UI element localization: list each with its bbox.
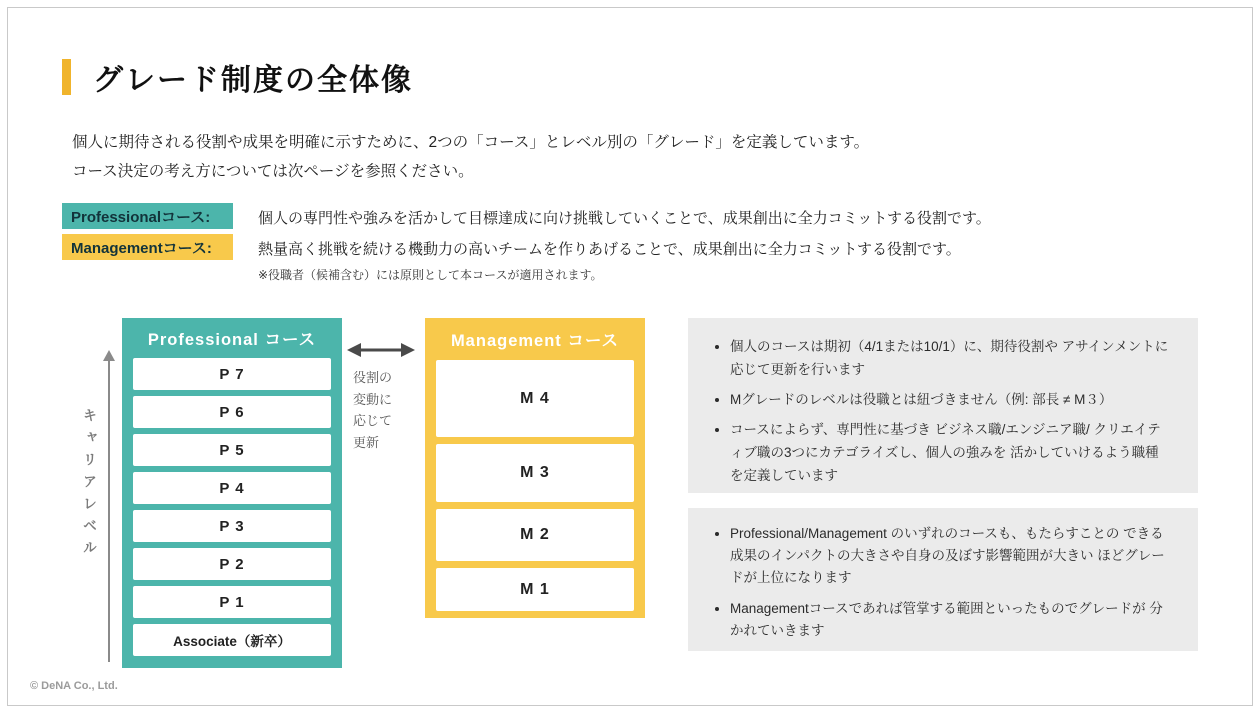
level-box-p4: P 4: [133, 472, 331, 504]
level-box-m1: M 1: [436, 568, 634, 611]
professional-course-label: Professionalコース:: [62, 203, 233, 229]
management-course-description: 熱量高く挑戦を続ける機動力の高いチームを作りあげることで、成果創出に全力コミットする役割です。: [258, 241, 961, 258]
notes-box-course-rules: [688, 318, 1198, 493]
management-column-header: Management コース: [450, 332, 620, 350]
management-level-boxes: [425, 360, 645, 611]
level-box-p1: P 1: [133, 586, 331, 618]
note-bullet: • 個人のコースは期初（4/1または10/1）に、期待役割や アサインメントに応じて更新を行います: [730, 335, 1172, 381]
management-course-label: Managementコース:: [62, 234, 233, 260]
notes-box-grade-rules: [688, 508, 1198, 651]
note-bullet: • Managementコースであれば管掌する範囲といったものでグレードが 分かれていきます: [730, 598, 1172, 642]
level-box-m2: M 2: [436, 509, 634, 561]
professional-column-header: Professional コース: [147, 331, 317, 349]
professional-course-description: 個人の専門性や強みを活かして目標達成に向け挑戦していくことで、成果創出に全力コミットする役割です。: [258, 210, 991, 227]
professional-level-boxes: [122, 358, 342, 656]
management-course-note: ※役職者（候補含む）には原則として本コースが適用されます。: [258, 268, 603, 282]
axis-line: [108, 360, 110, 662]
level-box-p3: P 3: [133, 510, 331, 542]
arrow-note: 役割の変動に応じて更新: [353, 370, 393, 450]
notes-box1-list: [710, 335, 1172, 487]
level-box-p2: P 2: [133, 548, 331, 580]
notes-box2-list: [710, 523, 1172, 642]
intro-line-1: 個人に期待される役割や成果を明確に示すために、2つの「コース」とレベル別の「グレード」を定義しています。: [72, 134, 870, 151]
note-bullet: • コースによらず、専門性に基づき ビジネス職/エンジニア職/ クリエイティブ職の3つにカテゴライズし、個人の強みを 活かしていけるよう職種を定義しています: [730, 418, 1172, 487]
level-box-p5: P 5: [133, 434, 331, 466]
intro-line-2: コース決定の考え方については次ページを参照ください。: [72, 163, 474, 180]
title-row: [62, 55, 413, 99]
copyright-footer: © DeNA Co., Ltd.: [30, 680, 118, 692]
professional-course-column: [122, 318, 342, 668]
double-arrow-icon: [345, 341, 417, 359]
note-bullet: • Mグレードのレベルは役職とは紐づきません（例: 部長 ≠ M３）: [730, 388, 1172, 411]
career-level-axis-label: キャリアレベル: [82, 408, 98, 562]
level-box-m3: M 3: [436, 444, 634, 502]
page-title: グレード制度の全体像: [93, 64, 413, 97]
level-box-m4: M 4: [436, 360, 634, 437]
level-box-p7: P 7: [133, 358, 331, 390]
level-box-p6: P 6: [133, 396, 331, 428]
intro-paragraph: [72, 128, 869, 186]
note-bullet: • Professional/Management のいずれのコースも、もたらすことの できる成果のインパクトの大きさや自身の及ぼす影響範囲が大きい ほどグレードが上位になります: [730, 523, 1172, 589]
title-accent-bar: [62, 59, 71, 95]
level-box-associate: Associate（新卒）: [133, 624, 331, 656]
management-course-column: [425, 318, 645, 618]
